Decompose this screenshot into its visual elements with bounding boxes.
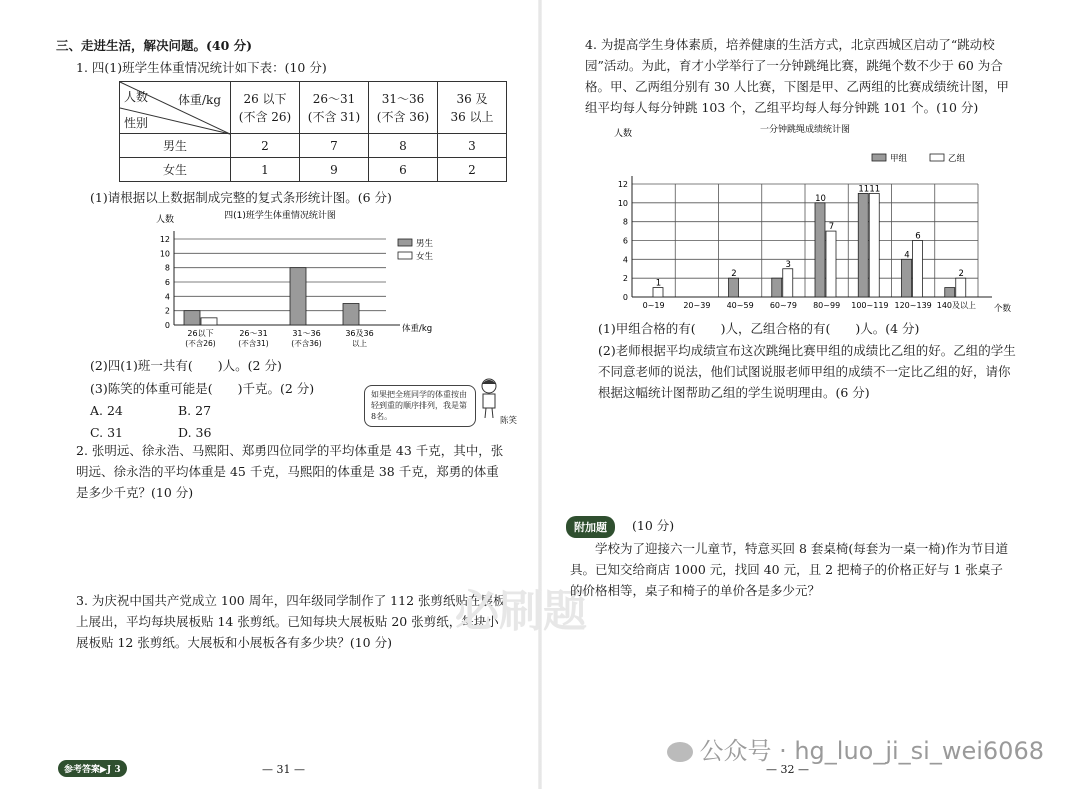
student-figure-icon (477, 378, 501, 420)
wechat-watermark: 公众号 · hg_luo_ji_si_wei6068 (667, 731, 1044, 766)
q1-title: 1. 四(1)班学生体重情况统计如下表：(10 分) (76, 60, 327, 75)
x-tick-sublabel: 以上 (352, 339, 367, 348)
bar-series1 (729, 278, 739, 297)
q1-part3: (3)陈笑的体重可能是( )千克。(2 分) (90, 381, 315, 396)
bar-series2 (913, 241, 923, 298)
chart-title: 一分钟跳绳成绩统计图 (759, 125, 851, 135)
x-tick-label: 0~19 (642, 301, 665, 310)
data-label: 2 (731, 269, 737, 280)
chart-title: 四(1)班学生体重情况统计图 (224, 211, 336, 221)
rope-skipping-chart (590, 122, 1012, 314)
table-header: 26～31 (不含 31) (300, 82, 369, 134)
data-label: 10 (815, 193, 826, 204)
answer-ref-badge: 参考答案▶J 3 (58, 760, 127, 777)
data-label: 7 (828, 222, 835, 233)
bar-series2 (653, 288, 663, 297)
bar-series1 (343, 304, 359, 326)
x-tick-label: 31～36 (292, 329, 321, 338)
table-header: 26 以下 (不含 26) (231, 82, 300, 134)
q4-text: 4. 为提高学生身体素质，培养健康的生活方式，北京西城区启动了“跳动校园”活动。为此，育才小学举行了一分钟跳绳比赛，跳绳个数不少于 60 为合格。甲、乙两组分别有 30 人比赛，下图是甲、乙两组的比赛成绩统计图，甲组平均每人每分钟跳 103 个，乙组平均每人每分钟跳 101 个。(10 分) (585, 37, 1009, 115)
corner-top: 人数 (124, 90, 149, 104)
table-corner (120, 82, 231, 134)
bonus-text: 学校为了迎接六一儿童节，特意买回 8 套桌椅(每套为一桌一椅)作为节目道具。已知交给商店 1000 元，找回 40 元，且 2 把椅子的价格正好与 1 张桌子的价格相等，桌子和椅子的单价各是多少元？ (570, 541, 1009, 598)
x-axis-label: 体重/kg (402, 324, 433, 334)
x-tick-label: 26～31 (239, 329, 268, 338)
bonus-score: (10 分) (632, 518, 675, 533)
x-tick-label: 120~139 (894, 301, 932, 310)
x-tick-label: 36及36 (345, 329, 374, 338)
table-cell: 9 (300, 158, 369, 182)
bar-series2 (826, 231, 836, 297)
row-label: 男生 (120, 134, 231, 158)
option-c: C. 31 (90, 425, 123, 440)
table-cell: 3 (438, 134, 507, 158)
y-tick-label: 2 (164, 306, 170, 316)
y-tick-label: 4 (622, 255, 628, 265)
y-tick-label: 4 (164, 292, 170, 302)
y-tick-label: 12 (617, 180, 628, 189)
section-title: 三、走进生活，解决问题。(40 分) (56, 38, 253, 53)
bar-series2 (201, 318, 217, 325)
y-tick-label: 0 (164, 321, 170, 330)
table-cell: 2 (231, 134, 300, 158)
table-cell: 7 (300, 134, 369, 158)
y-axis-label: 人数 (156, 215, 175, 225)
table-header: 31～36 (不含 36) (369, 82, 438, 134)
speech-bubble: 如果把全班同学的体重按由轻到重的顺序排列，我是第8名。 (364, 385, 476, 427)
q1-part2: (2)四(1)班一共有( )人。(2 分) (90, 358, 282, 373)
page-number-left: — 31 — (262, 763, 305, 776)
y-tick-label: 0 (622, 293, 628, 302)
y-axis-label: 人数 (614, 129, 633, 139)
table-row (120, 134, 507, 158)
character-name: 陈笑 (500, 416, 518, 426)
option-d: D. 36 (178, 425, 212, 440)
y-tick-label: 2 (622, 274, 628, 284)
legend-label: 乙组 (948, 154, 966, 164)
bar-series1 (772, 278, 782, 297)
legend-label: 甲组 (890, 154, 908, 164)
y-tick-label: 12 (159, 235, 170, 244)
x-tick-label: 40~59 (726, 301, 754, 310)
corner-mid: 体重/kg (178, 93, 221, 107)
q2-text: 2. 张明远、徐永浩、马熙阳、郑勇四位同学的平均体重是 43 千克，其中，张明远、徐永浩的平均体重是 45 千克，马熙阳的体重是 38 千克，郑勇的体重是多少千克？(10 分) (76, 443, 504, 500)
data-label: 11 (869, 184, 881, 195)
bar-series1 (815, 203, 825, 297)
y-tick-label: 10 (617, 198, 628, 208)
table-row (120, 158, 507, 182)
option-b: B. 27 (178, 403, 212, 418)
option-a: A. 24 (90, 403, 123, 418)
x-tick-label: 20~39 (683, 301, 711, 310)
legend-label: 女生 (416, 252, 434, 262)
legend-swatch (398, 252, 412, 259)
data-label: 1 (655, 278, 662, 289)
wechat-icon (667, 742, 693, 762)
x-tick-label: 60~79 (769, 301, 797, 310)
bar-series2 (956, 278, 966, 297)
legend-swatch (930, 154, 944, 161)
x-tick-sublabel: (不含31) (238, 339, 269, 348)
table-cell: 1 (231, 158, 300, 182)
row-label: 女生 (120, 158, 231, 182)
y-tick-label: 8 (622, 217, 628, 227)
data-label: 6 (915, 231, 921, 242)
bar-series2 (783, 269, 793, 297)
table-cell: 2 (438, 158, 507, 182)
data-label: 4 (904, 250, 910, 261)
q3-text: 3. 为庆祝中国共产党成立 100 周年，四年级同学制作了 112 张剪纸贴在展板上展出，平均每块展板贴 14 张剪纸。已知每块大展板贴 20 张剪纸，每块小展板贴 12 张剪纸。大展板和小展板各有多少块？(10 分) (76, 593, 506, 650)
bar-series2 (869, 193, 879, 297)
y-tick-label: 8 (164, 263, 170, 273)
x-axis-label: 个数 (994, 304, 1012, 314)
x-tick-label: 80~99 (813, 301, 841, 310)
q4-part1: (1)甲组合格的有( )人，乙组合格的有( )人。(4 分) (598, 321, 920, 336)
x-tick-label: 26以下 (187, 329, 214, 338)
weight-table (119, 81, 507, 182)
weight-bar-chart (140, 208, 440, 358)
q1-part1: (1)请根据以上数据制成完整的复式条形统计图。(6 分) (90, 190, 392, 205)
legend-swatch (872, 154, 886, 161)
x-tick-sublabel: (不含26) (185, 339, 216, 348)
legend-swatch (398, 239, 412, 246)
x-tick-sublabel: (不含36) (291, 339, 322, 348)
bar-series1 (902, 259, 912, 297)
stamp-watermark: 必刷题 (455, 586, 587, 637)
q4-part2: (2)老师根据平均成绩宣布这次跳绳比赛甲组的成绩比乙组的好。乙组的学生不同意老师的说法，他们试图说服老师甲组的成绩不一定比乙组的好，请你根据这幅统计图帮助乙组的学生说明理由。(6 分) (598, 343, 1016, 400)
table-cell: 6 (369, 158, 438, 182)
y-tick-label: 10 (159, 249, 170, 259)
data-label: 11 (858, 184, 870, 195)
table-cell: 8 (369, 134, 438, 158)
legend-label: 男生 (416, 239, 434, 249)
page-number-right: — 32 — (766, 763, 809, 776)
x-tick-label: 140及以上 (936, 301, 977, 310)
data-label: 3 (785, 259, 791, 270)
y-tick-label: 6 (164, 278, 170, 287)
bar-series1 (858, 193, 868, 297)
bar-series1 (184, 311, 200, 325)
x-tick-label: 100~119 (851, 301, 889, 310)
bar-series1 (290, 268, 306, 325)
y-tick-label: 6 (622, 236, 628, 246)
corner-bottom: 性别 (124, 116, 149, 130)
data-label: 2 (958, 269, 964, 280)
bonus-badge: 附加题 (566, 516, 615, 538)
bar-series1 (945, 288, 955, 297)
table-header: 36 及 36 以上 (438, 82, 507, 134)
